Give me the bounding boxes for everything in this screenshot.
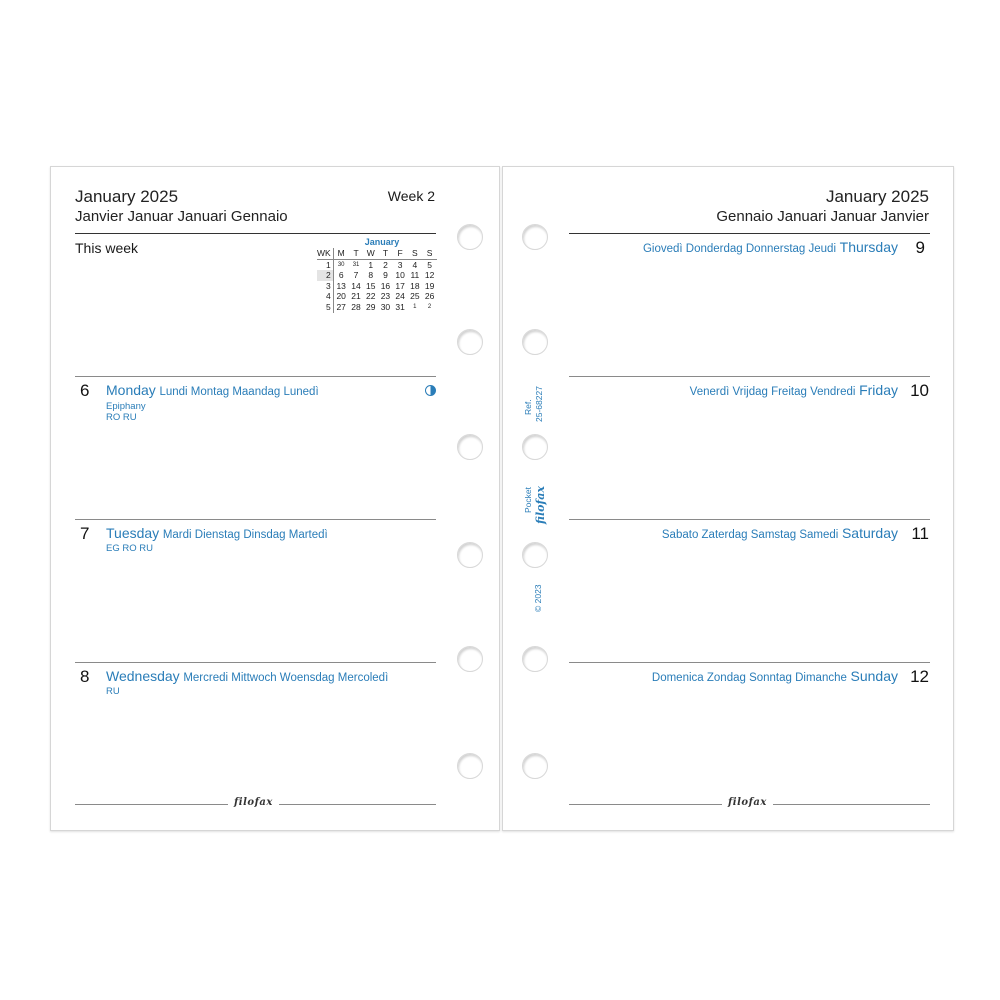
cal-week-row	[317, 302, 437, 313]
cal-day: 27	[336, 301, 346, 312]
cal-day: 26	[424, 291, 435, 302]
day-name-en: Saturday	[841, 525, 898, 541]
ring-hole	[522, 434, 548, 460]
filofax-logo: filofax	[228, 797, 279, 808]
cal-day: 3	[397, 259, 403, 270]
cal-day: 25	[410, 291, 420, 302]
day-number: 8	[80, 667, 90, 686]
cal-header: F	[393, 248, 408, 259]
cal-day: 13	[336, 280, 346, 291]
cal-day: 22	[366, 291, 376, 302]
day-name-translations: Domenica Zondag Sonntag Dimanche	[651, 672, 847, 684]
day-name-en: Wednesday	[106, 668, 180, 684]
ring-hole	[522, 329, 548, 355]
day-note: EG RO RU	[106, 543, 153, 554]
cal-header: T	[378, 248, 393, 259]
mini-calendar-title: January	[364, 237, 400, 247]
cal-week-number: 3	[317, 281, 333, 292]
ref-code: 25-68227	[534, 386, 544, 422]
day-name-saturday	[662, 525, 898, 541]
ring-hole	[522, 753, 548, 779]
ring-hole	[522, 542, 548, 568]
cal-week-row	[317, 259, 437, 270]
cal-day: 1	[368, 259, 374, 270]
ring-hole	[457, 646, 483, 672]
day-name-en: Friday	[859, 382, 898, 398]
day-name-en: Tuesday	[106, 525, 160, 541]
day-divider	[75, 376, 436, 377]
day-name-translations: Sabato Zaterdag Samstag Samedi	[661, 529, 839, 541]
ring-hole	[522, 646, 548, 672]
day-name-en: Thursday	[839, 239, 898, 255]
day-number: 11	[911, 524, 929, 543]
cal-week-number: 2	[317, 270, 333, 281]
day-number: 12	[910, 667, 929, 686]
day-number: 10	[910, 381, 929, 400]
day-number: 6	[80, 381, 90, 400]
cal-day: 15	[366, 280, 376, 291]
cal-header: W	[363, 248, 378, 259]
cal-day: 30	[337, 261, 345, 268]
right-diary-page	[502, 166, 954, 831]
day-divider	[75, 662, 436, 663]
cal-day: 18	[410, 280, 420, 291]
day-name-translations: Mardi Dienstag Dinsdag Martedì	[162, 529, 328, 541]
ring-hole	[457, 753, 483, 779]
cal-day: 10	[395, 270, 405, 281]
day-name-thursday	[643, 239, 898, 255]
cal-day: 31	[352, 261, 360, 268]
cal-day: 21	[351, 291, 361, 302]
cal-day: 28	[351, 301, 361, 312]
left-month-translations: Janvier Januar Januari Gennaio	[75, 208, 288, 225]
day-name-sunday	[652, 668, 898, 684]
day-number: 9	[915, 238, 925, 257]
day-note: RU	[106, 686, 120, 697]
cal-week-number: 1	[317, 259, 333, 270]
left-month-year: January 2025	[75, 187, 179, 206]
day-divider	[569, 662, 930, 663]
cal-day: 11	[410, 270, 420, 281]
filofax-gutter-logo: filofax	[534, 486, 547, 524]
ring-hole	[457, 434, 483, 460]
cal-day: 31	[395, 301, 405, 312]
cal-header: M	[333, 248, 348, 259]
cal-day: 2	[383, 259, 388, 270]
pocket-label: Pocket	[523, 487, 533, 513]
cal-day: 29	[366, 301, 376, 312]
ring-hole	[457, 329, 483, 355]
week-label: Week 2	[387, 188, 435, 204]
cal-week-row-current	[317, 270, 437, 281]
cal-header: S	[422, 248, 437, 259]
day-name-translations: Giovedì Donderdag Donnerstag Jeudi	[642, 243, 837, 255]
cal-day: 9	[383, 270, 388, 281]
left-diary-page	[50, 166, 500, 831]
filofax-logo: filofax	[722, 797, 773, 808]
mini-calendar	[317, 237, 437, 313]
right-month-year: January 2025	[825, 187, 929, 206]
day-note: RO RU	[106, 412, 137, 423]
cal-day: 4	[412, 259, 418, 270]
cal-week-row	[317, 281, 437, 292]
cal-day: 1	[413, 303, 417, 310]
day-name-friday	[690, 382, 898, 398]
cal-day: 16	[380, 280, 391, 291]
cal-day: 12	[424, 270, 435, 281]
day-name-translations: Mercredi Mittwoch Woensdag Mercoledì	[183, 672, 389, 684]
right-month-translations: Gennaio Januari Januar Janvier	[716, 208, 929, 225]
day-name-wednesday	[106, 668, 388, 684]
cal-day: 14	[351, 280, 361, 291]
day-divider	[569, 376, 930, 377]
cal-day: 5	[427, 259, 432, 270]
day-divider	[75, 519, 436, 520]
day-number: 7	[80, 524, 90, 543]
day-divider	[569, 519, 930, 520]
day-note: Epiphany	[106, 401, 146, 412]
ring-hole	[457, 542, 483, 568]
day-name-translations: Venerdì Vrijdag Freitag Vendredi	[689, 386, 856, 398]
cal-day: 17	[395, 280, 405, 291]
copyright-text: © 2023	[533, 584, 543, 612]
cal-week-number: 5	[317, 302, 333, 313]
mini-calendar-grid	[317, 248, 437, 313]
cal-day: 6	[338, 270, 344, 281]
day-name-tuesday	[106, 525, 328, 541]
cal-day: 23	[380, 291, 391, 302]
cal-week-number: 4	[317, 291, 333, 302]
ring-hole	[457, 224, 483, 250]
cal-day: 24	[395, 291, 405, 302]
cal-day: 2	[427, 303, 432, 310]
cal-header: S	[408, 248, 423, 259]
cal-day: 19	[424, 280, 435, 291]
this-week-label: This week	[75, 240, 139, 256]
cal-day: 20	[336, 291, 346, 302]
header-rule	[569, 233, 930, 234]
cal-day: 8	[368, 270, 374, 281]
first-quarter-moon-icon	[425, 385, 436, 396]
cal-day: 7	[353, 270, 359, 281]
day-name-en: Sunday	[850, 668, 898, 684]
day-name-en: Monday	[106, 382, 156, 398]
ring-hole	[522, 224, 548, 250]
header-rule	[75, 233, 436, 234]
day-name-monday	[106, 382, 319, 398]
ref-label: Ref.	[523, 399, 533, 415]
cal-week-row	[317, 291, 437, 302]
cal-day: 30	[380, 301, 391, 312]
day-name-translations: Lundi Montag Maandag Lunedì	[159, 386, 319, 398]
cal-header: WK	[317, 248, 333, 259]
cal-header: T	[349, 248, 364, 259]
